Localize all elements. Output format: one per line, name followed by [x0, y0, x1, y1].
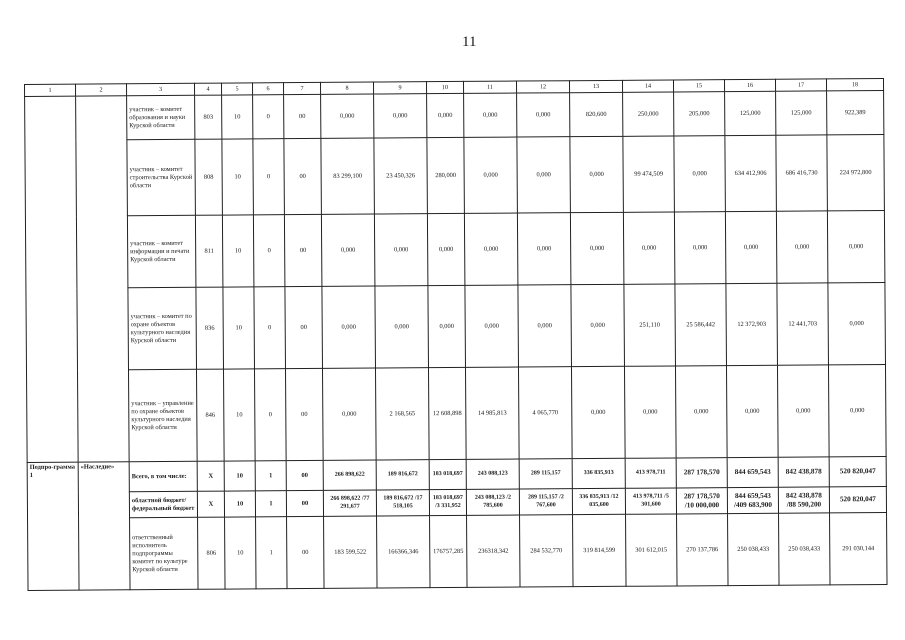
value-cell: 0,000 [517, 213, 571, 285]
value-cell: 0,000 [374, 94, 427, 138]
value-cell: 236318,342 [467, 515, 521, 587]
value-cell: 250 038,433 [779, 513, 831, 585]
value-cell: 280,000 [427, 137, 465, 213]
value-cell: 336 835,913 /12 035,600 [572, 488, 625, 514]
column-number: 2 [76, 84, 127, 96]
value-cell: 0,000 [321, 94, 374, 138]
value-cell: 0,000 [571, 284, 625, 366]
value-cell: 0,000 [465, 285, 519, 367]
value-cell: 0,000 [624, 366, 676, 458]
value-cell: 183 018,697 [429, 459, 466, 489]
value-cell: 319 814,599 [573, 514, 627, 586]
code-cell: Х [197, 461, 224, 491]
value-cell: 0,000 [464, 93, 517, 137]
value-cell: 0,000 [375, 286, 429, 368]
value-cell: 0,000 [571, 366, 625, 458]
value-cell: 0,000 [322, 286, 376, 368]
table-row [27, 364, 887, 462]
code-cell: 0 [253, 139, 285, 215]
code-cell: 00 [285, 368, 323, 460]
column-number: 17 [775, 79, 826, 91]
code-cell: 10 [222, 139, 254, 215]
value-cell: 291 030,144 [830, 512, 888, 584]
value-cell: 266 898,622 [323, 460, 376, 490]
column-number: 9 [373, 82, 426, 94]
participant-label: участник – комитет строительства Курской области [127, 139, 196, 215]
column-number: 8 [320, 82, 373, 94]
code-cell: 00 [284, 94, 321, 138]
budget-table [24, 78, 888, 591]
value-cell: 301 612,015 [626, 514, 678, 586]
value-cell: 0,000 [570, 212, 624, 284]
row-label: Всего, в том числе: [129, 461, 197, 491]
value-cell: 413 978,711 /5 301,600 [625, 488, 676, 514]
value-cell: 842 438,878 [778, 457, 829, 487]
code-cell: 00 [286, 460, 323, 490]
value-cell: 183 018,697 /3 331,952 [429, 489, 466, 515]
value-cell: 189 816,672 [376, 460, 429, 490]
code-cell: 806 [198, 517, 226, 589]
value-cell: 0,000 [674, 212, 726, 284]
value-cell: 0,000 [321, 214, 375, 286]
column-number: 1 [25, 84, 76, 96]
code-cell: 846 [196, 369, 224, 461]
value-cell: 0,000 [675, 366, 727, 458]
code-cell: Х [197, 491, 224, 517]
column-number: 3 [127, 83, 195, 95]
code-cell: 00 [284, 214, 322, 286]
value-cell: 0,000 [725, 211, 777, 283]
code-cell: 10 [223, 287, 255, 369]
column-number: 15 [673, 80, 724, 92]
value-cell: 0,000 [776, 211, 828, 283]
empty-cell [25, 96, 79, 462]
code-cell: 836 [196, 287, 224, 369]
value-cell: 2 168,565 [375, 368, 429, 460]
table-row [25, 90, 884, 140]
value-cell: 250,000 [623, 92, 674, 136]
value-cell: 23 450,326 [374, 138, 428, 214]
value-cell: 284 532,770 [520, 515, 574, 587]
value-cell: 125,000 [776, 91, 827, 135]
page-number: 11 [462, 34, 477, 50]
subprogram-title: Подпро-грамма 1 [27, 462, 79, 590]
column-number: 16 [724, 79, 775, 91]
value-cell: 189 816,672 /17 518,105 [376, 490, 429, 516]
column-number: 13 [569, 80, 622, 92]
value-cell: 0,000 [827, 210, 885, 282]
subprogram-row [28, 512, 887, 590]
row-label: областной бюджет/ федеральный бюджет [129, 491, 197, 517]
value-cell: 0,000 [674, 136, 726, 212]
value-cell: 0,000 [322, 368, 376, 460]
value-cell: 0,000 [828, 282, 886, 364]
value-cell: 0,000 [726, 365, 778, 457]
participant-label: участник – комитет образования и науки Курской области [127, 95, 195, 139]
value-cell: 820,600 [570, 92, 623, 136]
value-cell: 0,000 [374, 214, 428, 286]
value-cell: 287 178,570 [676, 458, 727, 488]
value-cell: 686 416,730 [776, 135, 828, 211]
value-cell: 336 835,913 [572, 458, 625, 488]
value-cell: 0,000 [518, 285, 572, 367]
value-cell: 12 441,703 [777, 283, 829, 365]
value-cell: 0,000 [517, 137, 571, 213]
value-cell: 844 659,543 /409 683,900 [727, 487, 778, 513]
value-cell: 634 412,906 [725, 135, 777, 211]
value-cell: 251,110 [624, 284, 676, 366]
value-cell: 12 608,898 [428, 367, 466, 459]
value-cell: 0,000 [464, 137, 518, 213]
empty-cell [76, 96, 130, 462]
subprogram-name: «Наследие» [78, 462, 130, 590]
code-cell: 00 [286, 490, 323, 516]
code-cell: 10 [222, 95, 253, 139]
code-cell: 811 [195, 215, 223, 287]
value-cell: 166366,346 [377, 516, 431, 588]
value-cell: 0,000 [570, 136, 624, 212]
value-cell: 0,000 [777, 365, 829, 457]
value-cell: 83 299,100 [321, 138, 375, 214]
value-cell: 842 438,878 /88 590,200 [778, 487, 829, 513]
column-number: 12 [516, 81, 569, 93]
column-number: 7 [283, 82, 320, 94]
value-cell: 243 088,123 /2 785,600 [466, 489, 519, 515]
value-cell: 243 088,123 [466, 459, 519, 489]
row-label: ответственный исполнитель подпрограммы комитет по культуре Курской области [130, 517, 199, 589]
code-cell: 10 [224, 491, 255, 517]
column-number: 14 [622, 80, 673, 92]
value-cell: 99 474,509 [623, 136, 675, 212]
value-cell: 0,000 [517, 93, 570, 137]
column-number: 6 [252, 83, 283, 95]
value-cell: 266 898,622 /77 291,677 [323, 490, 376, 516]
table-row [25, 210, 884, 288]
code-cell: 00 [284, 138, 322, 214]
value-cell: 0,000 [464, 213, 518, 285]
code-cell: 803 [195, 95, 222, 139]
code-cell: 0 [253, 95, 284, 139]
value-cell: 183 599,522 [324, 516, 378, 588]
value-cell: 12 372,903 [726, 283, 778, 365]
value-cell: 4 065,770 [518, 367, 572, 459]
value-cell: 176757,285 [430, 515, 468, 587]
value-cell: 270 137,786 [677, 514, 729, 586]
column-number: 5 [221, 83, 252, 95]
participant-label: участник – комитет информации и печати Курской области [127, 215, 196, 287]
value-cell: 922,389 [827, 90, 884, 134]
participant-label: участник – комитет по охране объектов культурного наследия Курской области [128, 287, 197, 369]
value-cell: 224 972,800 [827, 134, 885, 210]
code-cell: 10 [225, 517, 257, 589]
value-cell: 289 115,157 [519, 459, 572, 489]
column-number: 10 [426, 81, 463, 93]
code-cell: 1 [256, 517, 288, 589]
participant-label: участник – управление по охране объектов культурного наследия Курской области [128, 369, 197, 461]
value-cell: 250 038,433 [728, 513, 780, 585]
value-cell: 125,000 [725, 91, 776, 135]
code-cell: 0 [253, 215, 285, 287]
code-cell: 10 [222, 215, 254, 287]
value-cell: 413 978,711 [625, 458, 676, 488]
value-cell: 0,000 [427, 93, 464, 137]
column-number: 4 [194, 83, 221, 95]
value-cell: 844 659,543 [727, 457, 778, 487]
value-cell: 25 586,442 [675, 284, 727, 366]
value-cell: 289 115,157 /2 767,600 [519, 489, 572, 515]
code-cell: 0 [254, 287, 286, 369]
value-cell: 0,000 [427, 213, 465, 285]
code-cell: 1 [255, 491, 286, 517]
value-cell: 287 178,570 /10 000,000 [676, 488, 727, 514]
code-cell: 1 [255, 461, 286, 491]
value-cell: 0,000 [623, 212, 675, 284]
code-cell: 00 [287, 516, 325, 588]
value-cell: 0,000 [828, 364, 886, 456]
column-number: 11 [463, 81, 516, 93]
value-cell: 205,000 [674, 92, 725, 136]
value-cell: 14 985,813 [465, 367, 519, 459]
code-cell: 10 [224, 461, 255, 491]
code-cell: 808 [195, 139, 223, 215]
value-cell: 520 820,047 [829, 456, 886, 486]
code-cell: 10 [223, 369, 255, 461]
column-number: 18 [826, 78, 883, 90]
value-cell: 0,000 [428, 285, 466, 367]
table-row [25, 134, 885, 216]
table-row [26, 282, 886, 370]
code-cell: 00 [285, 286, 323, 368]
value-cell: 520 820,047 [829, 486, 886, 512]
code-cell: 0 [254, 369, 286, 461]
